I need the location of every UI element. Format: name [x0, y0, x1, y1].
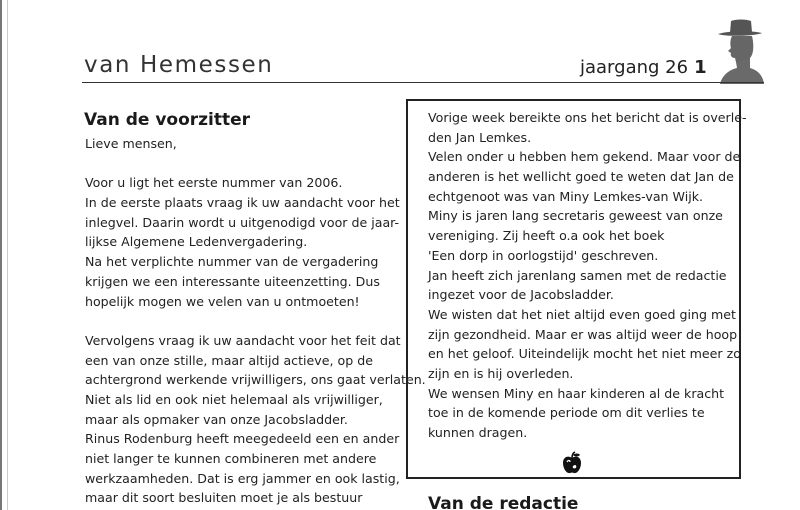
- notice-line: kunnen dragen.: [428, 425, 528, 440]
- article-line: Na het verplichte nummer van de vergadering: [85, 254, 379, 270]
- article-line: [85, 311, 395, 331]
- article-line: Lieve mensen,: [85, 136, 177, 151]
- next-section-heading-partial: [428, 494, 578, 510]
- notice-body: [428, 108, 747, 443]
- article-line: een van onze stille, maar altijd actieve, op de: [85, 352, 373, 368]
- article-line: achtergrond werkende vrijwilligers, ons gaat verlaten.: [85, 372, 426, 388]
- page-edge-inner: [7, 0, 8, 510]
- article-line: Vervolgens vraag ik uw aandacht voor het feit dat: [85, 332, 401, 348]
- article-heading: Van de voorzitter: [84, 110, 251, 130]
- notice-line: en het geloof. Uiteindelijk mocht het niet meer zo: [428, 346, 741, 362]
- notice-line: anderen is het wellicht goed te weten dat Jan de: [428, 169, 734, 185]
- apple-ornament-icon: [562, 451, 582, 475]
- header-rule: [82, 82, 764, 83]
- article-line: Rinus Rodenburg heeft meegedeeld een en ander: [85, 431, 400, 447]
- issue-label: jaargang 26: [580, 57, 689, 78]
- notice-line: Miny is jaren lang secretaris geweest van onze: [428, 208, 723, 224]
- notice-line: echtgenoot was van Miny Lemkes-van Wijk.: [428, 188, 704, 204]
- man-with-hat-silhouette-icon: [716, 18, 764, 84]
- page-edge: [0, 0, 2, 510]
- issue-info: [580, 57, 707, 78]
- masthead-title: van Hemessen: [84, 52, 274, 78]
- issue-number: 1: [694, 57, 707, 78]
- notice-line: Velen onder u hebben hem gekend. Maar voor de: [428, 149, 741, 165]
- article-line: maar als opmaker van onze Jacobsladder.: [85, 411, 348, 427]
- article-line: niet langer te kunnen combineren met andere: [85, 451, 377, 466]
- article-line: [85, 154, 395, 174]
- article-line: Voor u ligt het eerste nummer van 2006.: [85, 175, 343, 191]
- notice-line: Vorige week bereikte ons het bericht dat is overle-: [428, 110, 747, 125]
- next-section-heading-text: Van de redactie: [428, 494, 578, 510]
- article-line: lijkse Algemene Ledenvergadering.: [85, 234, 308, 250]
- notice-line: zijn en is hij overleden.: [428, 365, 574, 381]
- notice-line: vereniging. Zij heeft o.a ook het boek: [428, 228, 665, 244]
- article-body: [85, 134, 426, 508]
- article-line: In de eerste plaats vraag ik uw aandacht voor het: [85, 195, 400, 211]
- notice-line: 'Een dorp in oorlogstijd' geschreven.: [428, 247, 659, 263]
- article-line: krijgen we een interessante uiteenzetting. Dus: [85, 273, 380, 289]
- article-line: werkzaamheden. Dat is erg jammer en ook lastig,: [85, 470, 400, 486]
- notice-line: We wisten dat het niet altijd even goed ging met: [428, 306, 736, 322]
- notice-line: We wensen Miny en haar kinderen al de kracht: [428, 385, 725, 401]
- notice-line: den Jan Lemkes.: [428, 129, 532, 145]
- article-line: maar dit soort besluiten moet je als bestuur: [85, 490, 363, 506]
- notice-line: Jan heeft zich jarenlang samen met de redactie: [428, 267, 727, 283]
- article-line: Niet als lid en ook niet helemaal als vrijwilliger,: [85, 391, 383, 407]
- notice-line: ingezet voor de Jacobsladder.: [428, 287, 614, 303]
- notice-line: zijn gezondheid. Maar er was altijd weer de hoop: [428, 326, 738, 342]
- article-line: hopelijk mogen we velen van u ontmoeten!: [85, 293, 360, 309]
- article-line: inlegvel. Daarin wordt u uitgenodigd voor de jaar-: [85, 214, 400, 230]
- notice-line: toe in de komende periode om dit verlies te: [428, 405, 705, 421]
